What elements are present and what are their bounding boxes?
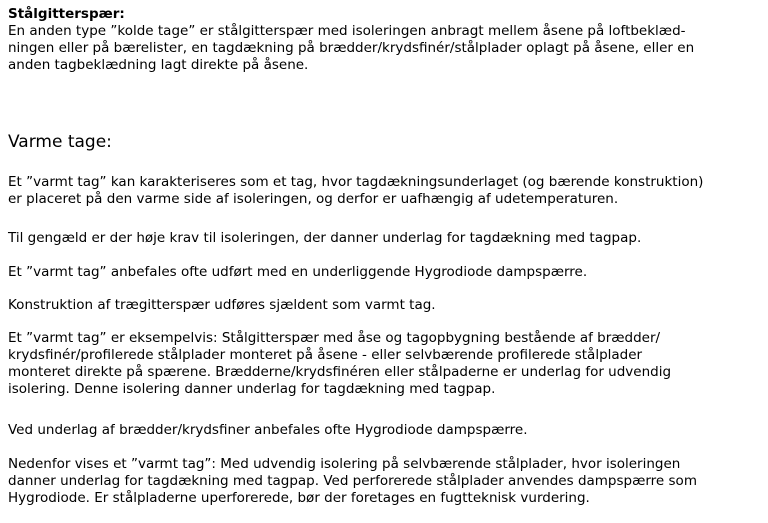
text-line: krydsfinér/profilerede stålplader monteret på åsene - eller selvbærende profilerede stålplader bbox=[8, 347, 643, 363]
paragraph bbox=[8, 297, 436, 314]
paragraph bbox=[8, 230, 641, 247]
paragraph bbox=[8, 456, 697, 507]
text-line: Et ”varmt tag” kan karakteriseres som et tag, hvor tagdækningsunderlaget (og bærende konstruktion) bbox=[8, 174, 704, 190]
section-heading: Varme tage: bbox=[8, 132, 112, 152]
text-line: Et ”varmt tag” er eksempelvis: Stålgitterspær med åse og tagopbygning bestående af brædder/ bbox=[8, 330, 661, 346]
paragraph bbox=[8, 264, 587, 281]
section-label: Stålgitterspær: bbox=[8, 6, 125, 22]
text-line: danner underlag for tagdækning med tagpap. Ved perforerede stålplader anvendes dampspærre som bbox=[8, 473, 697, 489]
text-line: Ved underlag af brædder/krydsfiner anbefales ofte Hygrodiode dampspærre. bbox=[8, 422, 528, 438]
text-line: Et ”varmt tag” anbefales ofte udført med en underliggende Hygrodiode dampspærre. bbox=[8, 264, 588, 280]
text-line: isolering. Denne isolering danner underlag for tagdækning med tagpap. bbox=[8, 381, 496, 397]
paragraph bbox=[8, 330, 671, 398]
text-line: anden tagbeklædning lagt direkte på åsene. bbox=[8, 57, 309, 73]
text-line: Konstruktion af trægitterspær udføres sjældent som varmt tag. bbox=[8, 297, 436, 313]
paragraph bbox=[8, 174, 703, 208]
text-line: ningen eller på bærelister, en tagdækning på brædder/krydsfinér/stålplader oplagt på åsene, eller en bbox=[8, 40, 695, 56]
text-line: Hygrodiode. Er stålpladerne uperforerede, bør der foretages en fugtteknisk vurdering. bbox=[8, 490, 590, 506]
text-line: monteret direkte på spærene. Brædderne/krydsfinéren eller stålpaderne er underlag for udvendig bbox=[8, 364, 672, 380]
section-paragraph bbox=[8, 23, 760, 74]
text-line: er placeret på den varme side af isoleringen, og derfor er uafhængig af udetemperaturen. bbox=[8, 191, 619, 207]
text-line: En anden type ”kolde tage” er stålgitterspær med isoleringen anbragt mellem åsene på loftbeklæd- bbox=[8, 23, 686, 39]
paragraph bbox=[8, 422, 528, 439]
text-line: Nedenfor vises et ”varmt tag”: Med udvendig isolering på selvbærende stålplader, hvor isoleringen bbox=[8, 456, 681, 472]
section-stalgitterspaer bbox=[8, 6, 760, 74]
text-line: Til gengæld er der høje krav til isoleringen, der danner underlag for tagdækning med tagpap. bbox=[8, 230, 642, 246]
